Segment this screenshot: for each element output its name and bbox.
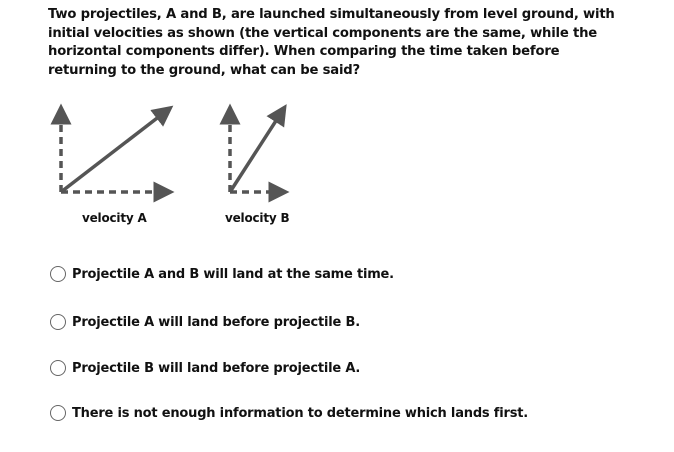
velocity-b-label: velocity B <box>225 211 290 225</box>
radio-button[interactable] <box>50 360 66 376</box>
option-label: Projectile A will land before projectile B. <box>72 314 360 330</box>
option-label: There is not enough information to determine which lands first. <box>72 405 529 421</box>
option-b-first[interactable] <box>50 360 360 376</box>
radio-button[interactable] <box>50 314 66 330</box>
velocity-a-vectors <box>61 112 165 192</box>
velocity-b-vectors <box>230 113 281 192</box>
option-label: Projectile B will land before projectile A. <box>72 360 361 376</box>
velocity-a-label: velocity A <box>82 211 147 225</box>
option-a-first[interactable] <box>50 314 360 330</box>
question-text: Two projectiles, A and B, are launched simultaneously from level ground, with initial velocities as shown (the vertical components are the same, while the horizontal components differ). When comparing the time taken before returning to the ground, what can be said? <box>48 7 615 78</box>
velocity-b-arrow <box>230 113 281 192</box>
option-not-enough-info[interactable] <box>50 405 528 421</box>
velocity-a-arrow <box>61 112 165 192</box>
radio-button[interactable] <box>50 405 66 421</box>
option-label: Projectile A and B will land at the same time. <box>72 266 394 282</box>
option-same-time[interactable] <box>50 266 394 282</box>
radio-button[interactable] <box>50 266 66 282</box>
